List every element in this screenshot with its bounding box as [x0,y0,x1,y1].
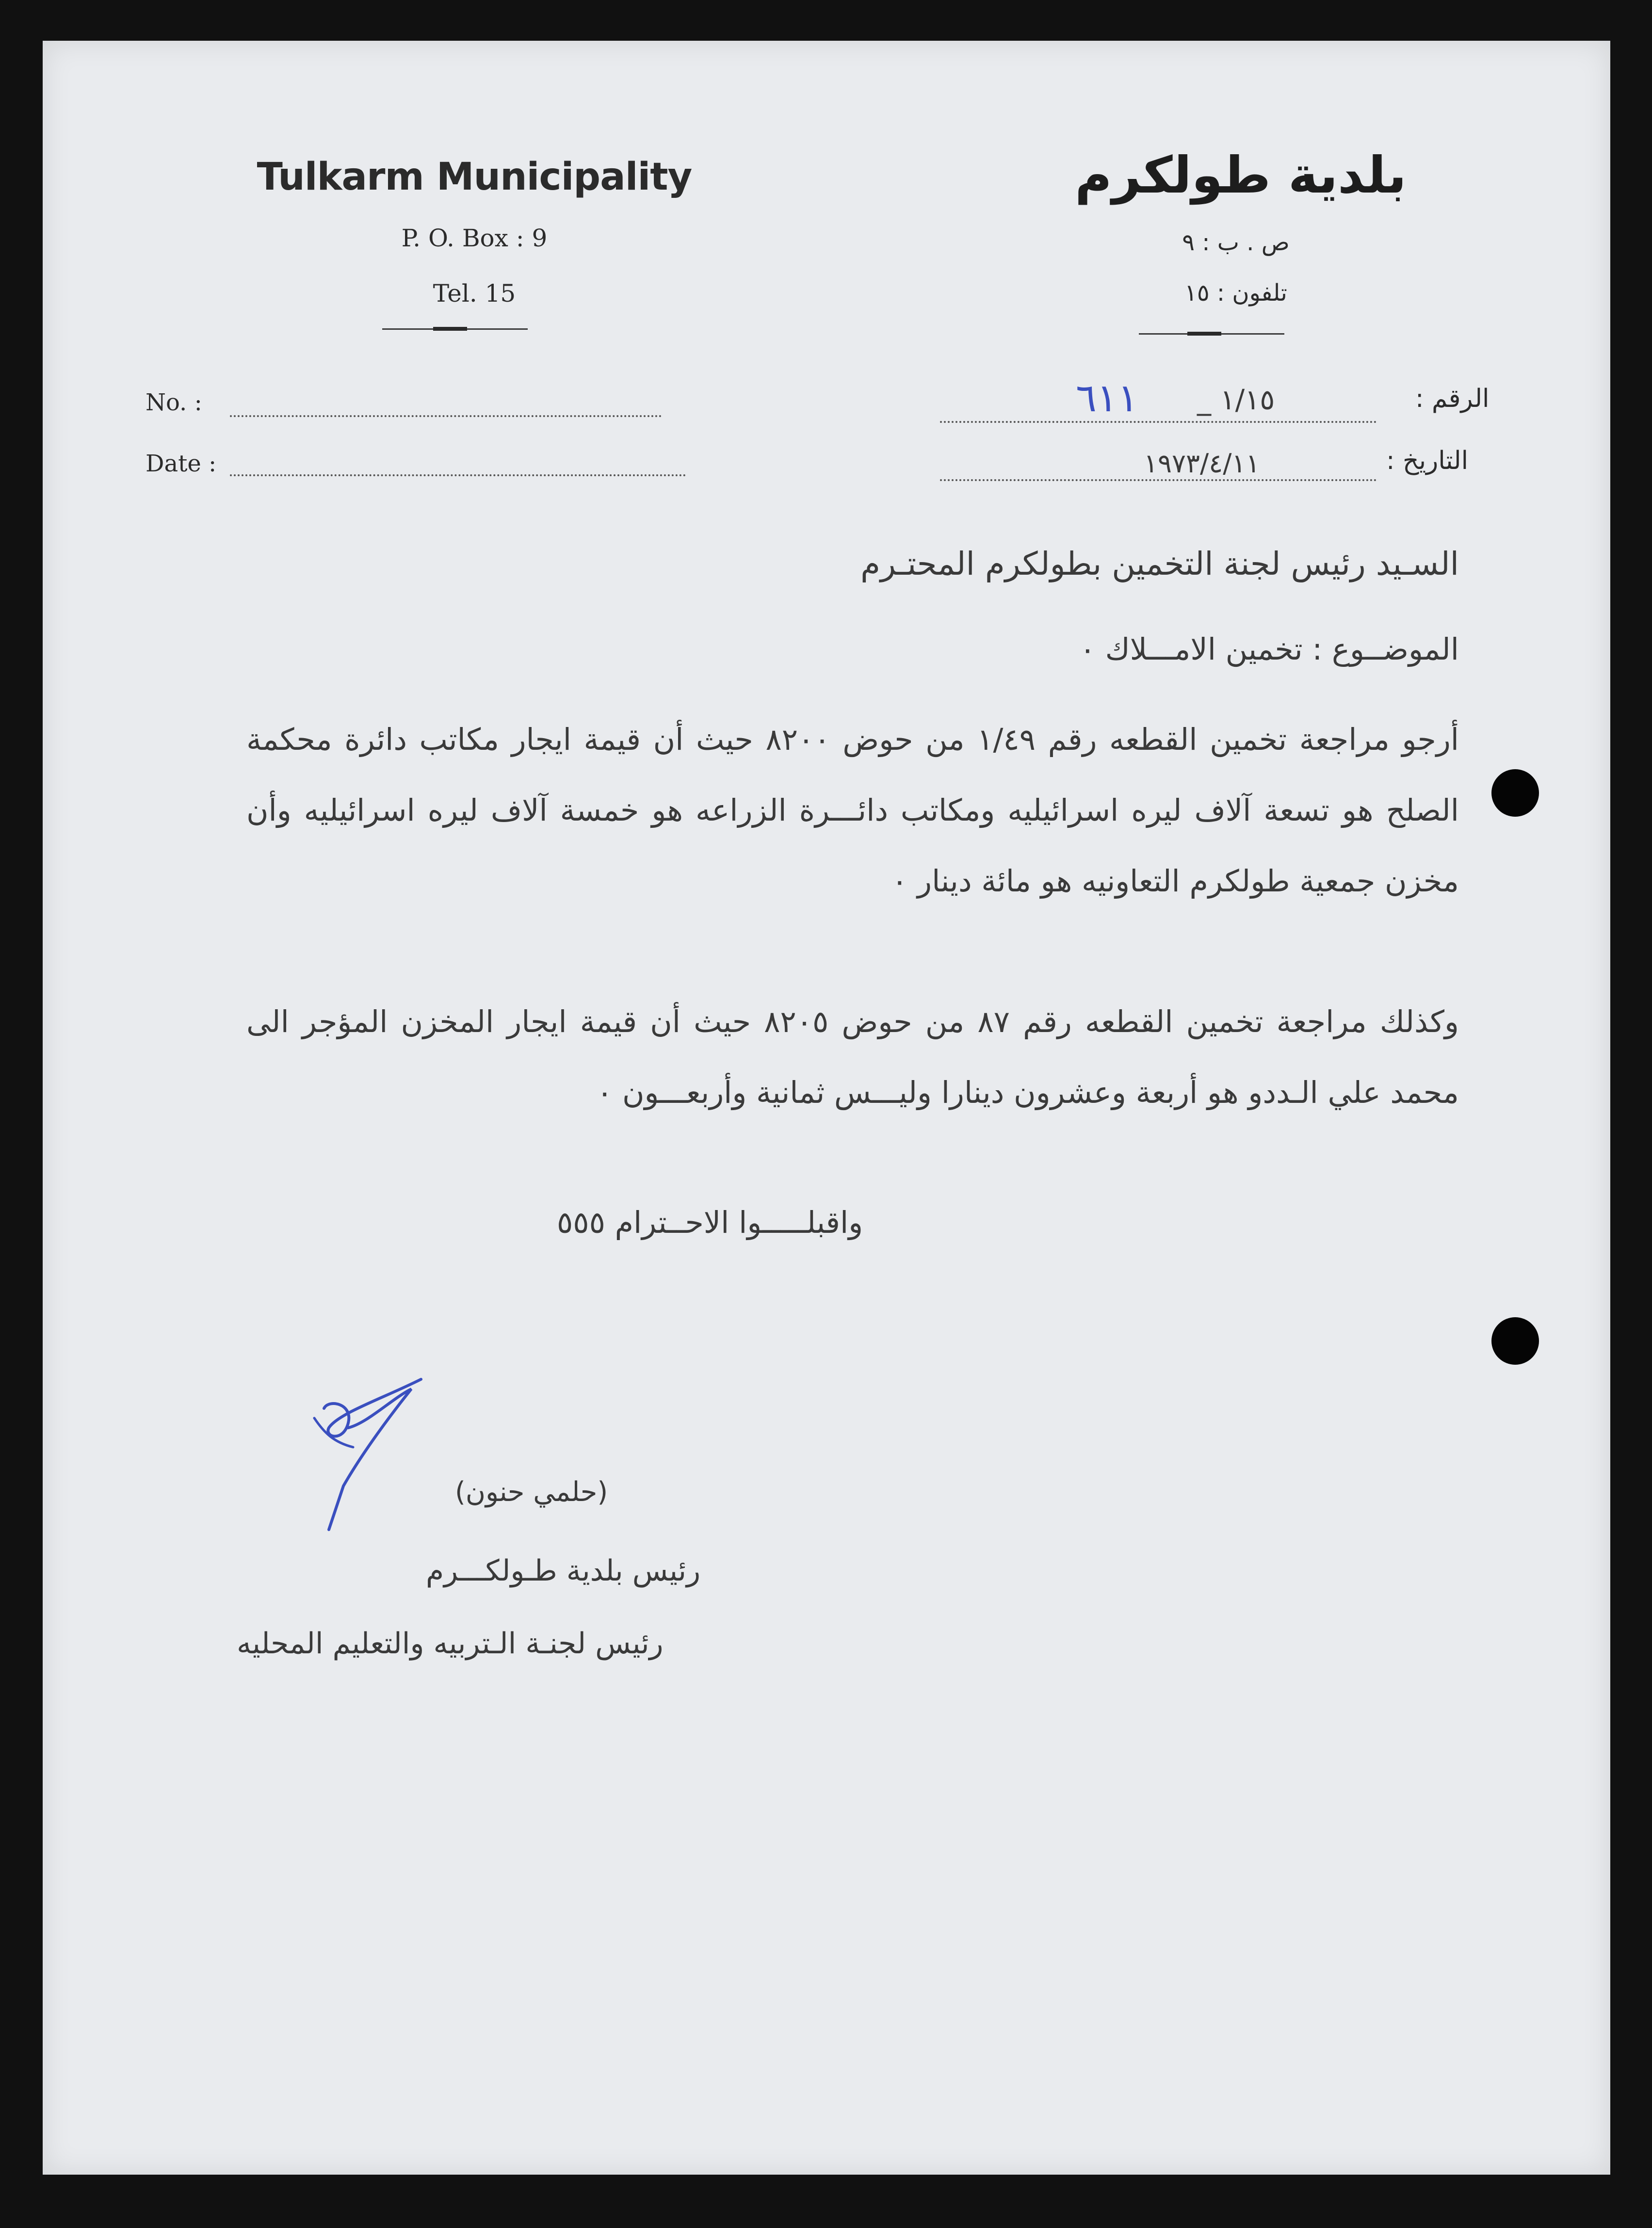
arabic-date-label: التاريخ : [1386,446,1469,475]
paragraph-1: أرجو مراجعة تخمين القطعه رقم ١/٤٩ من حوض ٨٢٠٠ حيث أن قيمة ايجار مكاتب دائرة محكمة الصلح هو تسعة آلاف ليره اسرائيليه ومكاتب دائـــرة الزراعه هو خمسة آلاف ليره اسرائيليه وأن مخزن جمعية طولكرم التعاونيه هو مائة دينار ٠ [246,722,1459,899]
english-pobox: P. O. Box : 9 [401,224,548,252]
letter-page [43,41,1610,2175]
arabic-no-label: الرقم : [1415,384,1490,413]
date-label: Date : [146,450,217,477]
no-dotted-line [230,413,662,417]
english-header-rule-accent [433,327,467,331]
closing: واقبلـــــوا الاحــترام ٥٥٥ [557,1205,863,1240]
signatory-title-2: رئيس لجنـة الـتربيه والتعليم المحليه [237,1627,664,1661]
paragraph-2: وكذلك مراجعة تخمين القطعه رقم ٨٧ من حوض ٨٢٠٥ حيث أن قيمة ايجار المخزن المؤجر الى محمد علي الـددو هو أربعة وعشرون دينارا وليـــس ثمانية وأربعـــون ٠ [246,1004,1459,1110]
arabic-no-dotted-line [940,419,1377,423]
subject: الموضــوع : تخمين الامـــلاك ٠ [1079,631,1459,667]
english-title: Tulkarm Municipality [257,155,692,199]
number-handwritten: ٦١١ [1076,375,1138,420]
punch-hole-bottom [1491,1317,1539,1365]
english-tel: Tel. 15 [433,279,516,307]
arabic-pobox: ص . ب : ٩ [1182,229,1290,256]
number-typed: ١/١٥ _ [1197,383,1275,416]
date-value: ١٩٧٣/٤/١١ [1144,448,1260,479]
arabic-header-rule-accent [1187,332,1221,336]
arabic-title: بلدية طولكرم [1075,145,1407,205]
signature-scribble [295,1370,460,1544]
arabic-tel: تلفون : ١٥ [1184,279,1287,307]
addressee: السـيد رئيس لجنة التخمين بطولكرم المحتـرم [860,545,1459,582]
signatory-name: (حلمي حنون) [455,1476,608,1508]
punch-hole-top [1491,769,1539,817]
no-label: No. : [146,389,202,416]
signatory-title-1: رئيس بلدية طـولكـــرم [426,1554,701,1588]
date-dotted-line [230,472,686,476]
